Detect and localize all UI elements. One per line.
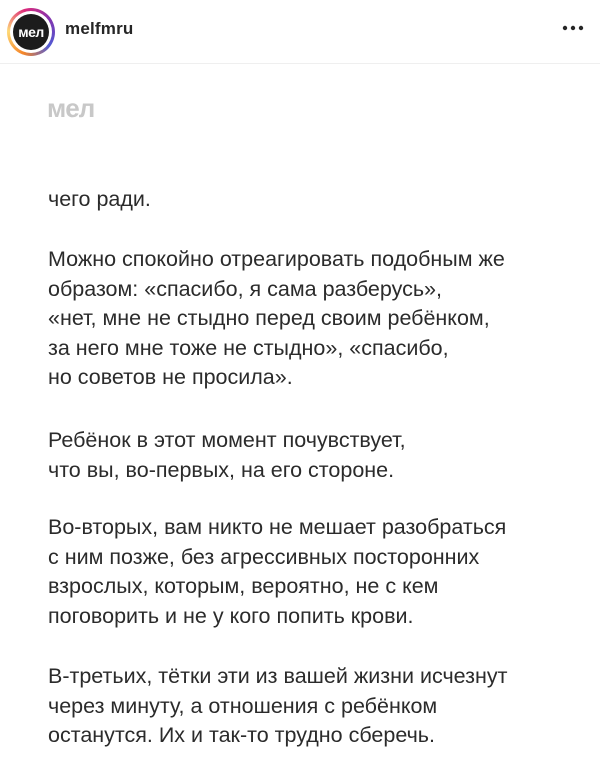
- paragraph-1: [48, 185, 151, 215]
- paragraph-2: [48, 245, 505, 393]
- text-line: за него мне тоже не стыдно», «спасибо,: [48, 335, 449, 360]
- paragraph-5: [48, 662, 507, 751]
- text-line: Во-вторых, вам никто не мешает разобраться: [48, 515, 507, 539]
- text-line: останутся. Их и так-то трудно сберечь.: [48, 723, 435, 747]
- text-line: через минуту, а отношения с ребёнком: [48, 693, 438, 718]
- text-line: «нет, мне не стыдно перед своим ребёнком,: [48, 306, 490, 330]
- post-header: [0, 0, 600, 64]
- avatar[interactable]: мел: [13, 14, 49, 50]
- brand-logo: мел: [47, 93, 95, 123]
- text-line: с ним позже, без агрессивных посторонних: [48, 544, 480, 569]
- text-line: поговорить и не у кого попить крови.: [48, 603, 414, 628]
- text-line: образом: «спасибо, я сама разберусь»,: [48, 276, 442, 301]
- paragraph-3: [48, 426, 406, 485]
- more-horizontal-icon[interactable]: [560, 18, 586, 38]
- text-line: Ребёнок в этот момент почувствует,: [48, 428, 406, 452]
- post-image: [0, 65, 600, 763]
- username-link[interactable]: melfmru: [65, 19, 134, 38]
- text-line: чего ради.: [48, 187, 151, 211]
- text-line: что вы, во-первых, на его стороне.: [48, 457, 395, 482]
- text-line: В-третьих, тётки эти из вашей жизни исчезнут: [48, 664, 508, 688]
- text-line: но советов не просила».: [48, 365, 293, 389]
- text-line: взрослых, которым, вероятно, не с кем: [48, 574, 439, 598]
- text-line: Можно спокойно отреагировать подобным же: [48, 247, 505, 271]
- paragraph-4: [48, 513, 506, 631]
- story-ring[interactable]: [7, 8, 55, 56]
